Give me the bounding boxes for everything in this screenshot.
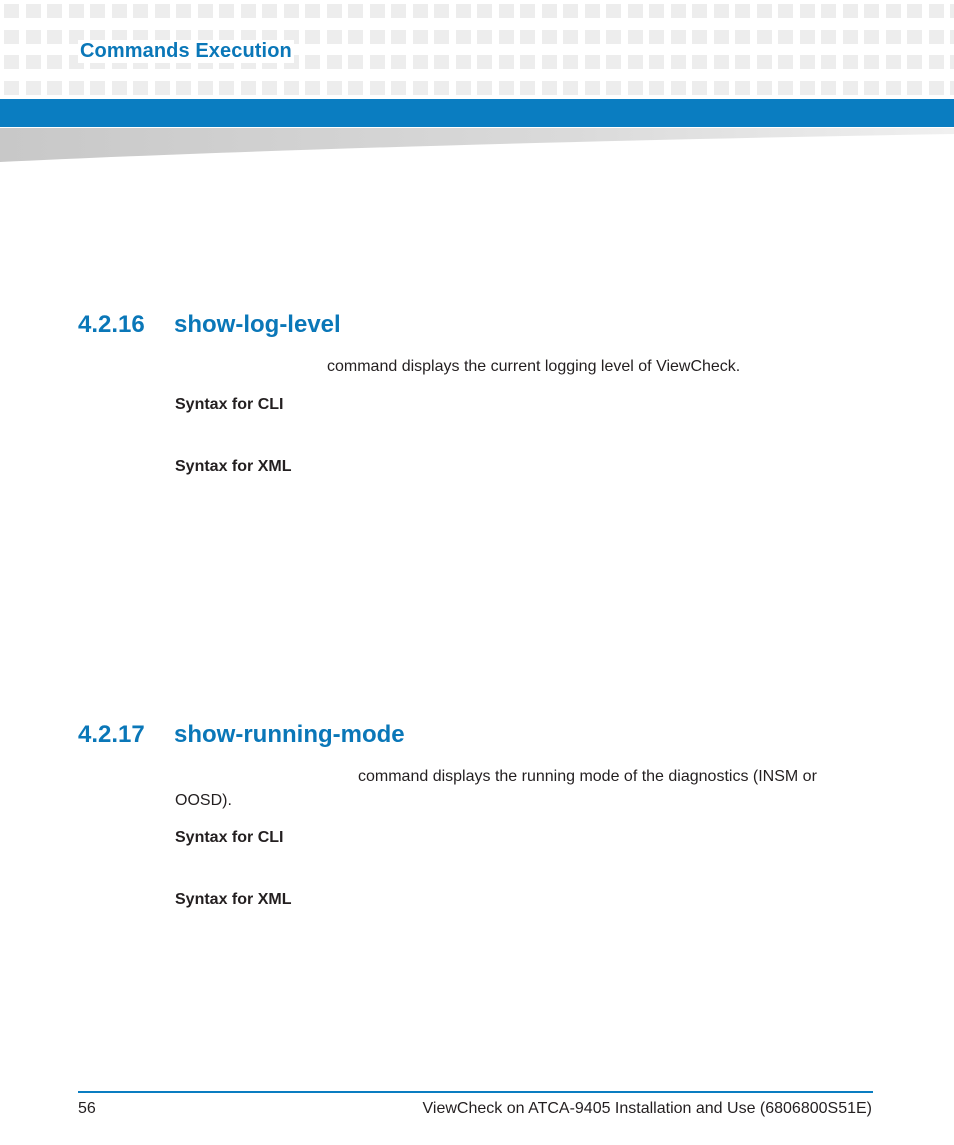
grid-cell bbox=[391, 4, 406, 18]
grid-cell bbox=[757, 81, 772, 95]
grid-cell bbox=[757, 30, 772, 44]
grid-cell bbox=[348, 30, 363, 44]
grid-cell bbox=[907, 4, 922, 18]
grid-cell bbox=[391, 81, 406, 95]
grid-cell bbox=[606, 81, 621, 95]
grid-cell bbox=[778, 55, 793, 69]
grid-cell bbox=[800, 55, 815, 69]
grid-cell bbox=[821, 4, 836, 18]
grid-cell bbox=[542, 55, 557, 69]
grid-cell bbox=[133, 81, 148, 95]
grid-cell bbox=[671, 30, 686, 44]
grid-cell bbox=[563, 81, 578, 95]
grid-cell bbox=[434, 81, 449, 95]
grid-cell bbox=[47, 81, 62, 95]
grid-cell bbox=[886, 55, 901, 69]
grid-cell bbox=[456, 81, 471, 95]
grid-cell bbox=[241, 4, 256, 18]
grid-cell bbox=[585, 4, 600, 18]
grid-cell bbox=[692, 4, 707, 18]
grid-cell bbox=[520, 81, 535, 95]
grid-cell bbox=[413, 81, 428, 95]
grid-cell bbox=[348, 55, 363, 69]
grid-cell bbox=[520, 30, 535, 44]
grid-cell bbox=[499, 55, 514, 69]
grid-cell bbox=[671, 81, 686, 95]
grid-cell bbox=[370, 30, 385, 44]
grid-cell bbox=[714, 30, 729, 44]
grid-cell bbox=[241, 81, 256, 95]
grid-cell bbox=[499, 81, 514, 95]
grid-cell bbox=[671, 55, 686, 69]
grid-cell bbox=[305, 4, 320, 18]
grid-cell bbox=[198, 4, 213, 18]
grid-cell bbox=[26, 81, 41, 95]
grid-cell bbox=[26, 30, 41, 44]
grid-cell bbox=[434, 30, 449, 44]
grid-cell bbox=[90, 4, 105, 18]
grid-cell bbox=[864, 4, 879, 18]
grid-cell bbox=[821, 81, 836, 95]
grid-cell bbox=[735, 30, 750, 44]
grid-cell bbox=[26, 4, 41, 18]
grid-cell bbox=[4, 4, 19, 18]
grid-cell bbox=[950, 30, 954, 44]
grid-cell bbox=[929, 4, 944, 18]
grid-cell bbox=[585, 30, 600, 44]
grid-cell bbox=[886, 81, 901, 95]
grid-cell bbox=[757, 4, 772, 18]
grid-cell bbox=[649, 4, 664, 18]
grid-cell bbox=[606, 4, 621, 18]
grid-cell bbox=[563, 4, 578, 18]
syntax-xml-label: Syntax for XML bbox=[175, 458, 292, 475]
syntax-xml-label: Syntax for XML bbox=[175, 891, 292, 908]
grid-cell bbox=[735, 81, 750, 95]
grid-cell bbox=[843, 81, 858, 95]
grid-cell bbox=[391, 55, 406, 69]
grid-cell bbox=[262, 81, 277, 95]
section-number: 4.2.17 bbox=[78, 721, 145, 748]
grid-cell bbox=[327, 4, 342, 18]
grid-cell bbox=[628, 55, 643, 69]
grid-cell bbox=[800, 81, 815, 95]
grid-cell bbox=[778, 30, 793, 44]
section-number: 4.2.16 bbox=[78, 311, 145, 338]
grid-cell bbox=[155, 4, 170, 18]
grid-cell bbox=[413, 55, 428, 69]
grid-cell bbox=[692, 30, 707, 44]
grid-cell bbox=[434, 4, 449, 18]
section-heading-4-2-16 bbox=[78, 311, 341, 339]
grid-cell bbox=[735, 55, 750, 69]
grid-cell bbox=[284, 81, 299, 95]
grid-cell bbox=[950, 55, 954, 69]
header-swoosh bbox=[0, 128, 954, 164]
grid-cell bbox=[606, 55, 621, 69]
grid-cell bbox=[327, 30, 342, 44]
grid-cell bbox=[864, 81, 879, 95]
grid-cell bbox=[886, 30, 901, 44]
grid-cell bbox=[477, 30, 492, 44]
grid-cell bbox=[391, 30, 406, 44]
grid-cell bbox=[628, 30, 643, 44]
section-description: command displays the running mode of the diagnostics (INSM or bbox=[358, 768, 817, 785]
grid-cell bbox=[821, 30, 836, 44]
grid-cell bbox=[4, 81, 19, 95]
grid-cell bbox=[542, 30, 557, 44]
grid-cell bbox=[563, 55, 578, 69]
grid-cell bbox=[800, 30, 815, 44]
grid-cell bbox=[133, 4, 148, 18]
grid-cell bbox=[735, 4, 750, 18]
grid-cell bbox=[370, 55, 385, 69]
section-description: command displays the current logging level of ViewCheck. bbox=[327, 358, 741, 375]
grid-cell bbox=[714, 4, 729, 18]
grid-cell bbox=[864, 30, 879, 44]
grid-cell bbox=[929, 81, 944, 95]
grid-cell bbox=[69, 4, 84, 18]
grid-cell bbox=[714, 55, 729, 69]
grid-cell bbox=[456, 55, 471, 69]
grid-cell bbox=[864, 55, 879, 69]
grid-cell bbox=[800, 4, 815, 18]
grid-cell bbox=[520, 55, 535, 69]
grid-cell bbox=[950, 4, 954, 18]
grid-cell bbox=[628, 4, 643, 18]
grid-cell bbox=[348, 81, 363, 95]
grid-cell bbox=[542, 81, 557, 95]
grid-cell bbox=[843, 30, 858, 44]
grid-cell bbox=[585, 55, 600, 69]
grid-cell bbox=[649, 30, 664, 44]
section-title: show-log-level bbox=[174, 311, 341, 338]
grid-cell bbox=[26, 55, 41, 69]
running-header-title: Commands Execution bbox=[80, 40, 292, 62]
grid-cell bbox=[348, 4, 363, 18]
grid-cell bbox=[907, 30, 922, 44]
grid-cell bbox=[305, 81, 320, 95]
grid-cell bbox=[628, 81, 643, 95]
header-blue-bar bbox=[0, 99, 954, 127]
grid-cell bbox=[757, 55, 772, 69]
syntax-cli-label: Syntax for CLI bbox=[175, 829, 284, 846]
grid-cell bbox=[155, 81, 170, 95]
grid-cell bbox=[434, 55, 449, 69]
grid-cell bbox=[413, 4, 428, 18]
grid-cell bbox=[585, 81, 600, 95]
grid-cell bbox=[843, 4, 858, 18]
grid-cell bbox=[327, 81, 342, 95]
grid-cell bbox=[47, 55, 62, 69]
grid-cell bbox=[370, 4, 385, 18]
grid-cell bbox=[219, 81, 234, 95]
grid-cell bbox=[692, 81, 707, 95]
grid-cell bbox=[477, 81, 492, 95]
grid-cell bbox=[47, 4, 62, 18]
grid-cell bbox=[950, 81, 954, 95]
grid-cell bbox=[499, 30, 514, 44]
grid-cell bbox=[176, 4, 191, 18]
grid-cell bbox=[649, 81, 664, 95]
grid-cell bbox=[90, 81, 105, 95]
syntax-cli-label: Syntax for CLI bbox=[175, 396, 284, 413]
grid-cell bbox=[4, 55, 19, 69]
page-number: 56 bbox=[78, 1100, 96, 1117]
grid-cell bbox=[4, 30, 19, 44]
section-title: show-running-mode bbox=[174, 721, 405, 748]
grid-cell bbox=[907, 81, 922, 95]
grid-cell bbox=[219, 4, 234, 18]
footer-rule bbox=[78, 1091, 873, 1093]
grid-cell bbox=[843, 55, 858, 69]
section-description-continued: OOSD). bbox=[175, 792, 232, 809]
footer-document-title: ViewCheck on ATCA-9405 Installation and Use (6806800S51E) bbox=[422, 1100, 872, 1117]
grid-cell bbox=[649, 55, 664, 69]
grid-cell bbox=[176, 81, 191, 95]
grid-cell bbox=[198, 81, 213, 95]
grid-cell bbox=[499, 4, 514, 18]
grid-cell bbox=[477, 4, 492, 18]
grid-cell bbox=[671, 4, 686, 18]
grid-cell bbox=[305, 30, 320, 44]
grid-cell bbox=[692, 55, 707, 69]
grid-cell bbox=[542, 4, 557, 18]
grid-cell bbox=[907, 55, 922, 69]
grid-cell bbox=[112, 81, 127, 95]
grid-cell bbox=[563, 30, 578, 44]
grid-cell bbox=[477, 55, 492, 69]
grid-cell bbox=[714, 81, 729, 95]
grid-cell bbox=[327, 55, 342, 69]
grid-cell bbox=[520, 4, 535, 18]
grid-cell bbox=[112, 4, 127, 18]
section-heading-4-2-17 bbox=[78, 721, 405, 749]
grid-cell bbox=[929, 30, 944, 44]
grid-cell bbox=[262, 4, 277, 18]
grid-cell bbox=[456, 30, 471, 44]
grid-cell bbox=[370, 81, 385, 95]
grid-cell bbox=[69, 81, 84, 95]
grid-cell bbox=[305, 55, 320, 69]
grid-cell bbox=[456, 4, 471, 18]
grid-cell bbox=[413, 30, 428, 44]
grid-cell bbox=[821, 55, 836, 69]
grid-cell bbox=[778, 4, 793, 18]
grid-cell bbox=[778, 81, 793, 95]
grid-cell bbox=[284, 4, 299, 18]
grid-cell bbox=[929, 55, 944, 69]
grid-cell bbox=[47, 30, 62, 44]
grid-cell bbox=[886, 4, 901, 18]
grid-cell bbox=[606, 30, 621, 44]
